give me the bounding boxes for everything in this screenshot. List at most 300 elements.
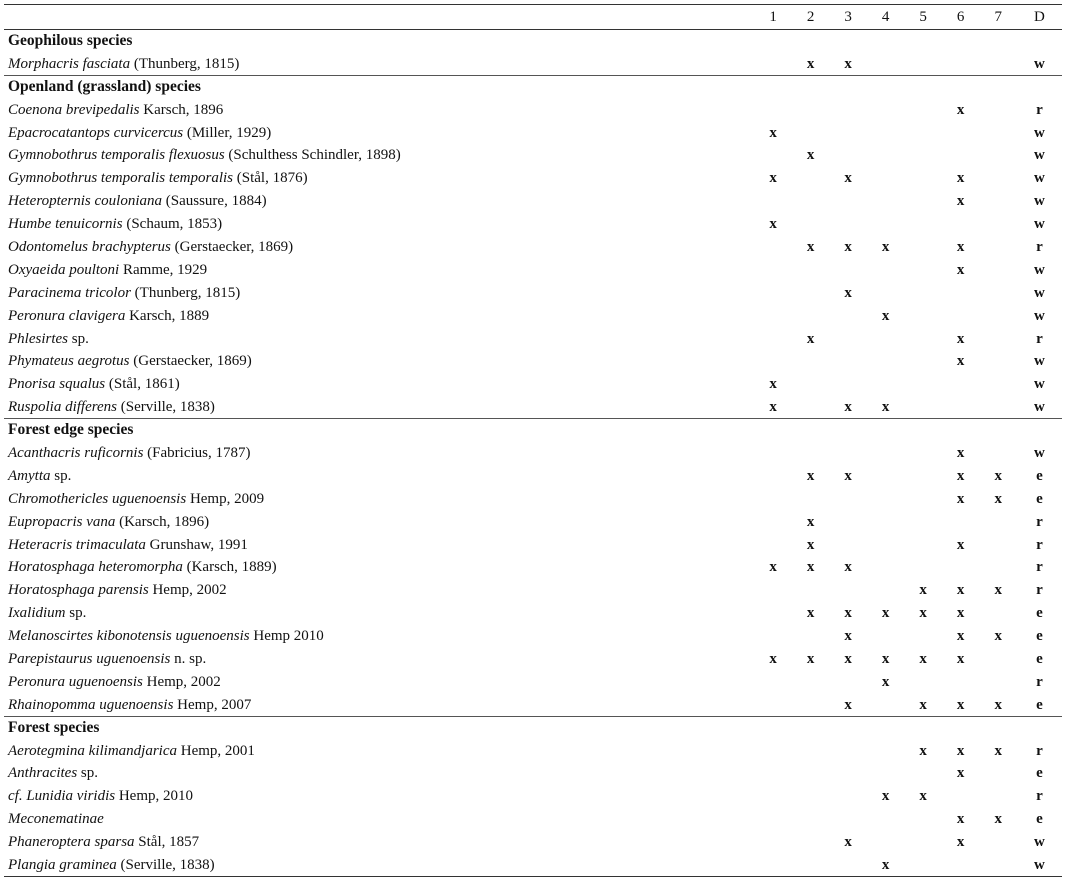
presence-mark-col-5 — [904, 258, 942, 281]
presence-mark-col-4 — [867, 144, 905, 167]
distribution-code: e — [1036, 650, 1043, 667]
header-col-3: 3 — [829, 5, 867, 30]
presence-mark-col-6: x — [956, 490, 965, 507]
table-row — [4, 602, 1062, 625]
presence-mark-col-4: x — [881, 788, 890, 805]
presence-mark-col-1 — [754, 831, 792, 854]
species-name — [4, 510, 754, 533]
presence-mark-col-1 — [754, 625, 792, 648]
table-row — [4, 236, 1062, 259]
presence-mark-col-2: x — [806, 330, 815, 347]
presence-mark-col-5 — [904, 327, 942, 350]
presence-mark-col-3: x — [844, 834, 852, 851]
presence-mark-col-5 — [904, 373, 942, 396]
presence-mark-col-2: x — [806, 605, 815, 622]
presence-mark-col-7 — [979, 258, 1017, 281]
species-name — [4, 625, 754, 648]
table-row — [4, 648, 1062, 671]
header-species — [4, 5, 754, 30]
presence-mark-col-2: x — [806, 238, 815, 255]
group-title: Geophilous species — [8, 32, 133, 50]
presence-mark-col-4 — [867, 510, 905, 533]
presence-mark-col-3 — [829, 739, 867, 762]
presence-mark-col-7 — [979, 213, 1017, 236]
distribution-code: r — [1036, 536, 1043, 553]
presence-mark-col-7 — [979, 396, 1017, 419]
presence-mark-col-6: x — [956, 765, 965, 782]
species-name — [4, 442, 754, 465]
distribution-code: w — [1034, 353, 1045, 370]
presence-mark-col-4: x — [881, 398, 890, 415]
presence-mark-col-2 — [792, 739, 830, 762]
presence-mark-col-4: x — [867, 854, 905, 877]
species-binomial: Gymnobothrus temporalis flexuosus — [8, 147, 225, 164]
species-name — [4, 213, 754, 236]
distribution-code: e — [1036, 490, 1043, 507]
presence-mark-col-7 — [979, 533, 1017, 556]
presence-mark-col-6: x — [956, 330, 965, 347]
presence-mark-col-5 — [904, 236, 942, 259]
species-authority: (Gerstaecker, 1869) — [129, 353, 252, 370]
species-name — [4, 648, 754, 671]
presence-mark-col-2 — [792, 831, 830, 854]
presence-mark-col-6 — [942, 213, 980, 236]
presence-mark-col-5 — [904, 98, 942, 121]
presence-mark-col-3 — [829, 190, 867, 213]
presence-mark-col-1: x — [769, 376, 777, 393]
presence-mark-col-3 — [829, 487, 867, 510]
species-authority: (Serville, 1838) — [117, 398, 215, 415]
species-name — [4, 762, 754, 785]
presence-mark-col-1 — [754, 808, 792, 831]
presence-mark-col-2 — [792, 442, 830, 465]
species-authority: (Karsch, 1896) — [115, 513, 210, 530]
presence-mark-col-4 — [867, 52, 905, 75]
presence-mark-col-2: x — [806, 650, 815, 667]
species-name — [4, 236, 754, 259]
species-binomial: Epacrocatantops curvicercus — [8, 124, 184, 141]
species-binomial: Acanthacris ruficornis — [8, 444, 144, 461]
species-authority: Grunshaw, 1991 — [145, 536, 248, 553]
presence-mark-col-3 — [829, 258, 867, 281]
presence-mark-col-7: x — [994, 811, 1002, 828]
species-binomial: Pnorisa squalus — [8, 376, 106, 393]
presence-mark-col-1 — [754, 236, 792, 259]
presence-mark-col-1 — [754, 602, 792, 625]
presence-mark-col-6 — [942, 396, 980, 419]
species-name — [4, 121, 754, 144]
species-binomial: Paracinema tricolor — [8, 284, 131, 301]
distribution-code: w — [1034, 307, 1045, 324]
species-authority: (Schulthess Schindler, 1898) — [224, 147, 401, 164]
presence-mark-col-1 — [754, 762, 792, 785]
presence-mark-col-2 — [792, 808, 830, 831]
table-row — [4, 98, 1062, 121]
presence-mark-col-1 — [754, 487, 792, 510]
species-name — [4, 602, 754, 625]
presence-mark-col-5: x — [919, 650, 927, 667]
species-authority: sp. — [77, 765, 98, 782]
species-binomial: Melanoscirtes kibonotensis uguenoensis — [8, 628, 250, 645]
presence-mark-col-3 — [829, 144, 867, 167]
presence-mark-col-7 — [979, 236, 1017, 259]
presence-mark-col-3: x — [844, 170, 852, 187]
species-authority: (Saussure, 1884) — [162, 193, 267, 210]
presence-mark-col-6: x — [956, 834, 965, 851]
presence-mark-col-5 — [904, 808, 942, 831]
presence-mark-col-1 — [754, 304, 792, 327]
species-binomial: Oxyaeida poultoni — [8, 261, 120, 278]
species-authority: sp. — [50, 467, 72, 484]
distribution-code: e — [1036, 628, 1043, 645]
species-name — [4, 693, 754, 716]
presence-mark-col-5 — [904, 144, 942, 167]
species-authority: (Karsch, 1889) — [182, 559, 277, 576]
presence-mark-col-1 — [754, 350, 792, 373]
presence-mark-col-5 — [904, 556, 942, 579]
species-name — [4, 52, 754, 75]
species-binomial: Coenona brevipedalis — [8, 101, 140, 118]
presence-mark-col-1: x — [769, 170, 777, 187]
presence-mark-col-5 — [904, 304, 942, 327]
presence-mark-col-6: x — [956, 605, 965, 622]
presence-mark-col-6: x — [956, 238, 965, 255]
presence-mark-col-7 — [979, 762, 1017, 785]
species-authority: (Schaum, 1853) — [122, 216, 223, 233]
species-binomial: Gymnobothrus temporalis temporalis — [8, 170, 233, 187]
distribution-code: r — [1036, 788, 1043, 805]
species-name — [4, 464, 754, 487]
presence-mark-col-3: x — [844, 696, 852, 713]
presence-mark-col-7 — [979, 98, 1017, 121]
distribution-code: w — [1034, 147, 1045, 164]
species-binomial: Odontomelus brachypterus — [8, 238, 171, 255]
presence-mark-col-2 — [792, 373, 830, 396]
presence-mark-col-4 — [867, 762, 905, 785]
presence-mark-col-6: x — [956, 261, 965, 278]
species-authority: (Fabricius, 1787) — [143, 444, 251, 461]
presence-mark-col-5 — [904, 190, 942, 213]
table-row — [4, 304, 1062, 327]
distribution-code: w — [1034, 261, 1045, 278]
table-row — [4, 831, 1062, 854]
group-header-row — [4, 75, 1062, 98]
presence-mark-col-6: x — [956, 811, 965, 828]
presence-mark-col-7 — [979, 785, 1017, 808]
species-authority: (Miller, 1929) — [183, 124, 272, 141]
species-binomial: Morphacris fasciata — [8, 55, 131, 72]
species-binomial: cf. Lunidia viridis — [8, 788, 116, 805]
distribution-code: w — [1034, 284, 1045, 301]
species-binomial: Heteracris trimaculata — [8, 536, 146, 553]
species-name — [4, 98, 754, 121]
presence-mark-col-5 — [904, 510, 942, 533]
distribution-code: w — [1034, 193, 1045, 210]
species-binomial: Aerotegmina kilimandjarica — [8, 742, 177, 759]
presence-mark-col-6 — [942, 510, 980, 533]
presence-mark-col-3: x — [844, 605, 852, 622]
species-authority: (Thunberg, 1815) — [130, 284, 241, 301]
presence-mark-col-1 — [754, 670, 792, 693]
presence-mark-col-4 — [867, 487, 905, 510]
species-name — [4, 487, 754, 510]
presence-mark-col-4 — [867, 213, 905, 236]
presence-mark-col-4 — [867, 625, 905, 648]
presence-mark-col-3: x — [844, 284, 852, 301]
species-authority: Hemp, 2007 — [173, 696, 252, 713]
presence-mark-col-6 — [942, 121, 980, 144]
presence-mark-col-1: x — [769, 124, 777, 141]
presence-mark-col-4 — [867, 350, 905, 373]
species-binomial: Ruspolia differens — [8, 398, 118, 415]
presence-mark-col-1 — [754, 533, 792, 556]
presence-mark-col-4: x — [881, 673, 890, 690]
presence-mark-col-7: x — [994, 696, 1002, 713]
group-title: Forest edge species — [4, 419, 1062, 442]
header-col-2: 2 — [792, 5, 830, 30]
presence-mark-col-2 — [792, 693, 830, 716]
presence-mark-col-4: x — [881, 605, 890, 622]
distribution-code: w — [1034, 216, 1045, 233]
species-name — [4, 670, 754, 693]
distribution-code: r — [1036, 742, 1043, 759]
presence-mark-col-3: x — [844, 628, 852, 645]
species-authority: Hemp, 2009 — [186, 490, 265, 507]
presence-mark-col-6: x — [956, 467, 965, 484]
presence-mark-col-4 — [867, 442, 905, 465]
presence-mark-col-3 — [829, 350, 867, 373]
species-binomial: Rhainopomma uguenoensis — [8, 696, 174, 713]
presence-mark-col-7 — [979, 167, 1017, 190]
table-row — [4, 213, 1062, 236]
presence-mark-col-5 — [904, 670, 942, 693]
presence-mark-col-7 — [979, 556, 1017, 579]
presence-mark-col-4 — [867, 373, 905, 396]
species-binomial: Horatosphaga parensis — [8, 582, 149, 599]
presence-mark-col-2 — [792, 625, 830, 648]
presence-mark-col-3: x — [844, 467, 852, 484]
presence-mark-col-2 — [792, 670, 830, 693]
species-authority: n. sp. — [170, 650, 207, 667]
presence-mark-col-5 — [904, 625, 942, 648]
presence-mark-col-6: x — [956, 582, 965, 599]
presence-mark-col-6 — [942, 304, 980, 327]
presence-mark-col-5 — [904, 487, 942, 510]
presence-mark-col-4: x — [881, 650, 890, 667]
species-name — [4, 556, 754, 579]
presence-mark-col-1 — [754, 854, 792, 877]
group-header-row — [4, 419, 1062, 442]
species-binomial: Peronura clavigera — [8, 307, 126, 324]
presence-mark-col-4: x — [881, 307, 890, 324]
table-row — [4, 808, 1062, 831]
presence-mark-col-7 — [979, 121, 1017, 144]
presence-mark-col-3 — [829, 670, 867, 693]
species-authority: Stål, 1857 — [134, 834, 200, 851]
table-row — [4, 693, 1062, 716]
presence-mark-col-5 — [904, 213, 942, 236]
species-name — [4, 831, 754, 854]
distribution-code: r — [1036, 673, 1043, 690]
presence-mark-col-2 — [792, 854, 830, 877]
species-binomial: Meconematinae — [8, 811, 104, 828]
presence-mark-col-3 — [829, 762, 867, 785]
table-row — [4, 579, 1062, 602]
table-row — [4, 167, 1062, 190]
presence-mark-col-4 — [867, 190, 905, 213]
species-name — [4, 396, 754, 419]
table-row — [4, 625, 1062, 648]
presence-mark-col-5: x — [919, 582, 927, 599]
presence-mark-col-4 — [867, 693, 905, 716]
table-row — [4, 373, 1062, 396]
species-name — [4, 350, 754, 373]
table-row — [4, 670, 1062, 693]
presence-mark-col-7 — [979, 373, 1017, 396]
presence-mark-col-7 — [979, 190, 1017, 213]
species-binomial: Plangia graminea — [8, 856, 117, 873]
table-row — [4, 533, 1062, 556]
presence-mark-col-5 — [904, 350, 942, 373]
header-col-d: D — [1017, 5, 1062, 30]
presence-mark-col-7: x — [994, 490, 1002, 507]
presence-mark-col-6: x — [956, 650, 965, 667]
species-authority: (Stål, 1861) — [105, 376, 180, 393]
presence-mark-col-7 — [979, 854, 1017, 877]
presence-mark-col-2: x — [806, 559, 815, 576]
presence-mark-col-4 — [867, 579, 905, 602]
species-name — [4, 808, 754, 831]
presence-mark-col-4 — [867, 258, 905, 281]
presence-mark-col-6: x — [956, 742, 965, 759]
presence-mark-col-5 — [904, 533, 942, 556]
distribution-code: w — [1017, 854, 1062, 877]
presence-mark-col-7 — [979, 510, 1017, 533]
header-col-6: 6 — [942, 5, 980, 30]
presence-mark-col-7 — [979, 602, 1017, 625]
presence-mark-col-7: x — [994, 467, 1002, 484]
presence-mark-col-5 — [904, 762, 942, 785]
species-name — [4, 533, 754, 556]
presence-mark-col-4 — [867, 167, 905, 190]
table-row — [4, 121, 1062, 144]
presence-mark-col-7 — [979, 350, 1017, 373]
table-row — [4, 739, 1062, 762]
presence-mark-col-1 — [754, 327, 792, 350]
distribution-code: w — [1034, 376, 1045, 393]
presence-mark-col-6 — [942, 281, 980, 304]
species-name — [4, 327, 754, 350]
species-binomial: Parepistaurus uguenoensis — [8, 650, 171, 667]
presence-mark-col-4 — [867, 121, 905, 144]
presence-mark-col-3 — [829, 442, 867, 465]
presence-mark-col-7 — [979, 442, 1017, 465]
species-name — [4, 304, 754, 327]
table-row — [4, 190, 1062, 213]
presence-mark-col-1 — [754, 739, 792, 762]
species-name — [4, 739, 754, 762]
presence-mark-col-5 — [904, 442, 942, 465]
distribution-code: w — [1034, 170, 1045, 187]
species-name — [4, 579, 754, 602]
presence-mark-col-2: x — [806, 147, 815, 164]
presence-mark-col-1 — [754, 693, 792, 716]
presence-mark-col-6 — [942, 144, 980, 167]
presence-mark-col-3: x — [844, 55, 852, 72]
species-binomial: Phaneroptera sparsa — [8, 834, 135, 851]
presence-mark-col-5 — [904, 464, 942, 487]
species-authority: (Gerstaecker, 1869) — [170, 238, 294, 255]
presence-mark-col-4 — [867, 831, 905, 854]
species-binomial: Phymateus aegrotus — [8, 353, 130, 370]
presence-mark-col-7 — [979, 304, 1017, 327]
table-row — [4, 350, 1062, 373]
presence-mark-col-2: x — [806, 536, 815, 553]
table-row — [4, 396, 1062, 419]
presence-mark-col-6: x — [956, 628, 965, 645]
presence-mark-col-3: x — [844, 398, 852, 415]
species-authority: (Serville, 1838) — [116, 856, 215, 873]
distribution-code: w — [1034, 834, 1045, 851]
presence-mark-col-3 — [829, 533, 867, 556]
presence-mark-col-5 — [904, 854, 942, 877]
species-authority: Hemp 2010 — [249, 628, 324, 645]
species-authority: Hemp, 2002 — [142, 673, 221, 690]
species-authority: Hemp, 2010 — [115, 788, 194, 805]
presence-mark-col-1 — [754, 144, 792, 167]
species-authority: Hemp, 2001 — [177, 742, 255, 759]
species-name — [4, 144, 754, 167]
species-authority: Karsch, 1896 — [139, 101, 224, 118]
presence-mark-col-2 — [792, 98, 830, 121]
distribution-code: e — [1036, 696, 1043, 713]
presence-mark-col-1: x — [769, 398, 777, 415]
distribution-code: r — [1036, 101, 1043, 118]
presence-mark-col-6 — [942, 785, 980, 808]
distribution-code: r — [1036, 582, 1043, 599]
species-distribution-table — [4, 4, 1062, 877]
presence-mark-col-3 — [829, 579, 867, 602]
presence-mark-col-1 — [754, 98, 792, 121]
presence-mark-col-3 — [829, 327, 867, 350]
presence-mark-col-1 — [754, 52, 792, 75]
presence-mark-col-6: x — [956, 193, 965, 210]
presence-mark-col-7: x — [994, 628, 1002, 645]
presence-mark-col-6: x — [956, 444, 965, 461]
presence-mark-col-1 — [754, 510, 792, 533]
presence-mark-col-4 — [867, 464, 905, 487]
presence-mark-col-5 — [904, 167, 942, 190]
species-binomial: Anthracites — [8, 765, 78, 782]
group-header-row — [4, 30, 1062, 53]
table-row — [4, 258, 1062, 281]
presence-mark-col-1: x — [769, 216, 777, 233]
header-row — [4, 5, 1062, 30]
distribution-code: r — [1036, 559, 1043, 576]
presence-mark-col-3 — [829, 808, 867, 831]
species-binomial: Ixalidium — [8, 605, 66, 622]
species-binomial: Heteropternis couloniana — [8, 193, 163, 210]
presence-mark-col-6: x — [956, 696, 965, 713]
presence-mark-col-2: x — [806, 55, 815, 72]
species-authority: Hemp, 2002 — [148, 582, 227, 599]
presence-mark-col-3 — [829, 510, 867, 533]
table-row — [4, 854, 1062, 877]
presence-mark-col-1 — [754, 281, 792, 304]
presence-mark-col-2: x — [806, 513, 815, 530]
distribution-code: w — [1034, 398, 1045, 415]
presence-mark-col-6: x — [956, 353, 965, 370]
